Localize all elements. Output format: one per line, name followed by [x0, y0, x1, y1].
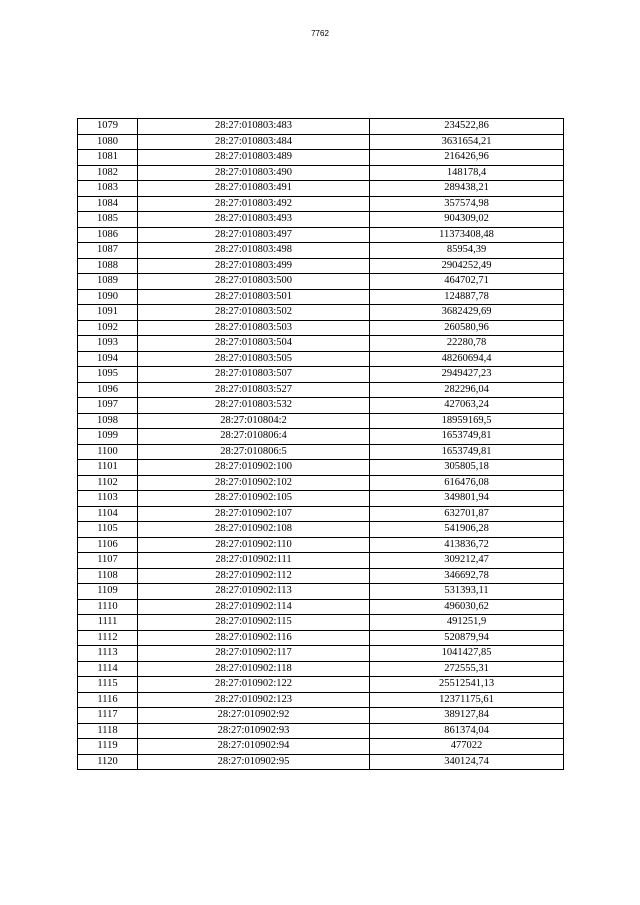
cadastral-value-cell: 861374,04	[370, 723, 564, 739]
table-row	[78, 274, 564, 290]
row-number-cell: 1110	[78, 599, 138, 615]
cadastral-number-cell: 28:27:010902:95	[138, 754, 370, 770]
row-number-cell: 1089	[78, 274, 138, 290]
row-number-cell: 1103	[78, 491, 138, 507]
cadastral-value-cell: 1653749,81	[370, 444, 564, 460]
row-number-cell: 1098	[78, 413, 138, 429]
row-number-cell: 1085	[78, 212, 138, 228]
table-row	[78, 227, 564, 243]
cadastral-value-cell: 148178,4	[370, 165, 564, 181]
cadastral-value-cell: 904309,02	[370, 212, 564, 228]
cadastral-number-cell: 28:27:010803:491	[138, 181, 370, 197]
cadastral-value-cell: 282296,04	[370, 382, 564, 398]
cadastral-number-cell: 28:27:010902:122	[138, 677, 370, 693]
cadastral-value-cell: 260580,96	[370, 320, 564, 336]
cadastral-number-cell: 28:27:010803:484	[138, 134, 370, 150]
cadastral-number-cell: 28:27:010902:100	[138, 460, 370, 476]
cadastral-value-cell: 12371175,61	[370, 692, 564, 708]
cadastral-value-table	[77, 118, 564, 770]
cadastral-value-cell: 2904252,49	[370, 258, 564, 274]
row-number-cell: 1095	[78, 367, 138, 383]
table-row	[78, 181, 564, 197]
row-number-cell: 1116	[78, 692, 138, 708]
table-row	[78, 212, 564, 228]
cadastral-value-cell: 427063,24	[370, 398, 564, 414]
cadastral-number-cell: 28:27:010902:111	[138, 553, 370, 569]
cadastral-number-cell: 28:27:010902:117	[138, 646, 370, 662]
cadastral-value-cell: 413836,72	[370, 537, 564, 553]
row-number-cell: 1079	[78, 119, 138, 135]
table-row	[78, 723, 564, 739]
cadastral-number-cell: 28:27:010902:107	[138, 506, 370, 522]
cadastral-value-cell: 464702,71	[370, 274, 564, 290]
row-number-cell: 1092	[78, 320, 138, 336]
cadastral-value-cell: 357574,98	[370, 196, 564, 212]
table-row	[78, 289, 564, 305]
row-number-cell: 1101	[78, 460, 138, 476]
table-row	[78, 413, 564, 429]
table-row	[78, 646, 564, 662]
row-number-cell: 1108	[78, 568, 138, 584]
cadastral-number-cell: 28:27:010803:505	[138, 351, 370, 367]
row-number-cell: 1097	[78, 398, 138, 414]
cadastral-number-cell: 28:27:010803:493	[138, 212, 370, 228]
table-row	[78, 599, 564, 615]
row-number-cell: 1118	[78, 723, 138, 739]
cadastral-number-cell: 28:27:010902:92	[138, 708, 370, 724]
cadastral-number-cell: 28:27:010803:503	[138, 320, 370, 336]
row-number-cell: 1093	[78, 336, 138, 352]
cadastral-value-cell: 632701,87	[370, 506, 564, 522]
cadastral-value-cell: 85954,39	[370, 243, 564, 259]
cadastral-number-cell: 28:27:010803:507	[138, 367, 370, 383]
cadastral-value-cell: 216426,96	[370, 150, 564, 166]
table-row	[78, 522, 564, 538]
cadastral-number-cell: 28:27:010803:504	[138, 336, 370, 352]
table-row	[78, 196, 564, 212]
row-number-cell: 1100	[78, 444, 138, 460]
cadastral-number-cell: 28:27:010902:105	[138, 491, 370, 507]
cadastral-value-cell: 531393,11	[370, 584, 564, 600]
cadastral-value-cell: 3682429,69	[370, 305, 564, 321]
row-number-cell: 1109	[78, 584, 138, 600]
row-number-cell: 1106	[78, 537, 138, 553]
table-row	[78, 320, 564, 336]
cadastral-value-cell: 11373408,48	[370, 227, 564, 243]
table-row	[78, 243, 564, 259]
cadastral-value-cell: 2949427,23	[370, 367, 564, 383]
cadastral-value-cell: 477022	[370, 739, 564, 755]
table-row	[78, 553, 564, 569]
cadastral-value-cell: 234522,86	[370, 119, 564, 135]
row-number-cell: 1113	[78, 646, 138, 662]
cadastral-value-cell: 616476,08	[370, 475, 564, 491]
cadastral-value-cell: 346692,78	[370, 568, 564, 584]
cadastral-number-cell: 28:27:010803:500	[138, 274, 370, 290]
cadastral-value-cell: 520879,94	[370, 630, 564, 646]
cadastral-number-cell: 28:27:010902:94	[138, 739, 370, 755]
cadastral-value-cell: 389127,84	[370, 708, 564, 724]
row-number-cell: 1114	[78, 661, 138, 677]
row-number-cell: 1082	[78, 165, 138, 181]
cadastral-value-cell: 496030,62	[370, 599, 564, 615]
cadastral-number-cell: 28:27:010902:114	[138, 599, 370, 615]
cadastral-value-cell: 309212,47	[370, 553, 564, 569]
row-number-cell: 1112	[78, 630, 138, 646]
cadastral-number-cell: 28:27:010902:108	[138, 522, 370, 538]
row-number-cell: 1087	[78, 243, 138, 259]
row-number-cell: 1115	[78, 677, 138, 693]
table-row	[78, 537, 564, 553]
row-number-cell: 1086	[78, 227, 138, 243]
table-row	[78, 491, 564, 507]
cadastral-number-cell: 28:27:010902:110	[138, 537, 370, 553]
cadastral-number-cell: 28:27:010803:492	[138, 196, 370, 212]
cadastral-number-cell: 28:27:010803:499	[138, 258, 370, 274]
table-row	[78, 584, 564, 600]
cadastral-value-cell: 491251,9	[370, 615, 564, 631]
table-row	[78, 119, 564, 135]
table-row	[78, 475, 564, 491]
cadastral-number-cell: 28:27:010902:116	[138, 630, 370, 646]
table-row	[78, 460, 564, 476]
table-row	[78, 568, 564, 584]
row-number-cell: 1105	[78, 522, 138, 538]
table-row	[78, 305, 564, 321]
table-row	[78, 739, 564, 755]
table-row	[78, 336, 564, 352]
row-number-cell: 1102	[78, 475, 138, 491]
table-row	[78, 134, 564, 150]
row-number-cell: 1080	[78, 134, 138, 150]
table-row	[78, 258, 564, 274]
cadastral-number-cell: 28:27:010803:489	[138, 150, 370, 166]
cadastral-number-cell: 28:27:010803:501	[138, 289, 370, 305]
cadastral-number-cell: 28:27:010902:102	[138, 475, 370, 491]
cadastral-value-cell: 124887,78	[370, 289, 564, 305]
cadastral-number-cell: 28:27:010803:502	[138, 305, 370, 321]
table-row	[78, 661, 564, 677]
cadastral-value-cell: 3631654,21	[370, 134, 564, 150]
cadastral-value-cell: 541906,28	[370, 522, 564, 538]
cadastral-value-cell: 22280,78	[370, 336, 564, 352]
cadastral-number-cell: 28:27:010804:2	[138, 413, 370, 429]
cadastral-number-cell: 28:27:010902:113	[138, 584, 370, 600]
cadastral-number-cell: 28:27:010806:5	[138, 444, 370, 460]
row-number-cell: 1111	[78, 615, 138, 631]
table-row	[78, 677, 564, 693]
table-row	[78, 429, 564, 445]
row-number-cell: 1117	[78, 708, 138, 724]
cadastral-number-cell: 28:27:010803:527	[138, 382, 370, 398]
cadastral-number-cell: 28:27:010803:497	[138, 227, 370, 243]
row-number-cell: 1094	[78, 351, 138, 367]
cadastral-value-cell: 25512541,13	[370, 677, 564, 693]
row-number-cell: 1091	[78, 305, 138, 321]
cadastral-number-cell: 28:27:010806:4	[138, 429, 370, 445]
row-number-cell: 1120	[78, 754, 138, 770]
cadastral-value-cell: 305805,18	[370, 460, 564, 476]
row-number-cell: 1088	[78, 258, 138, 274]
cadastral-value-cell: 1653749,81	[370, 429, 564, 445]
cadastral-value-cell: 18959169,5	[370, 413, 564, 429]
table-row	[78, 150, 564, 166]
row-number-cell: 1119	[78, 739, 138, 755]
row-number-cell: 1083	[78, 181, 138, 197]
table-row	[78, 615, 564, 631]
table-row	[78, 165, 564, 181]
table-row	[78, 708, 564, 724]
cadastral-number-cell: 28:27:010902:93	[138, 723, 370, 739]
table-row	[78, 367, 564, 383]
row-number-cell: 1084	[78, 196, 138, 212]
cadastral-number-cell: 28:27:010803:490	[138, 165, 370, 181]
row-number-cell: 1099	[78, 429, 138, 445]
table-row	[78, 754, 564, 770]
row-number-cell: 1081	[78, 150, 138, 166]
page-number: 7762	[311, 29, 329, 38]
table-row	[78, 630, 564, 646]
cadastral-value-cell: 1041427,85	[370, 646, 564, 662]
cadastral-number-cell: 28:27:010902:112	[138, 568, 370, 584]
table-row	[78, 382, 564, 398]
cadastral-number-cell: 28:27:010902:123	[138, 692, 370, 708]
table-row	[78, 506, 564, 522]
table-body	[78, 119, 564, 770]
cadastral-number-cell: 28:27:010803:498	[138, 243, 370, 259]
row-number-cell: 1104	[78, 506, 138, 522]
cadastral-value-cell: 272555,31	[370, 661, 564, 677]
row-number-cell: 1107	[78, 553, 138, 569]
cadastral-number-cell: 28:27:010902:118	[138, 661, 370, 677]
row-number-cell: 1096	[78, 382, 138, 398]
table-row	[78, 444, 564, 460]
cadastral-value-cell: 340124,74	[370, 754, 564, 770]
cadastral-number-cell: 28:27:010803:532	[138, 398, 370, 414]
table-row	[78, 692, 564, 708]
table-row	[78, 351, 564, 367]
cadastral-number-cell: 28:27:010803:483	[138, 119, 370, 135]
table-row	[78, 398, 564, 414]
cadastral-value-cell: 48260694,4	[370, 351, 564, 367]
row-number-cell: 1090	[78, 289, 138, 305]
cadastral-value-cell: 289438,21	[370, 181, 564, 197]
cadastral-value-cell: 349801,94	[370, 491, 564, 507]
cadastral-number-cell: 28:27:010902:115	[138, 615, 370, 631]
